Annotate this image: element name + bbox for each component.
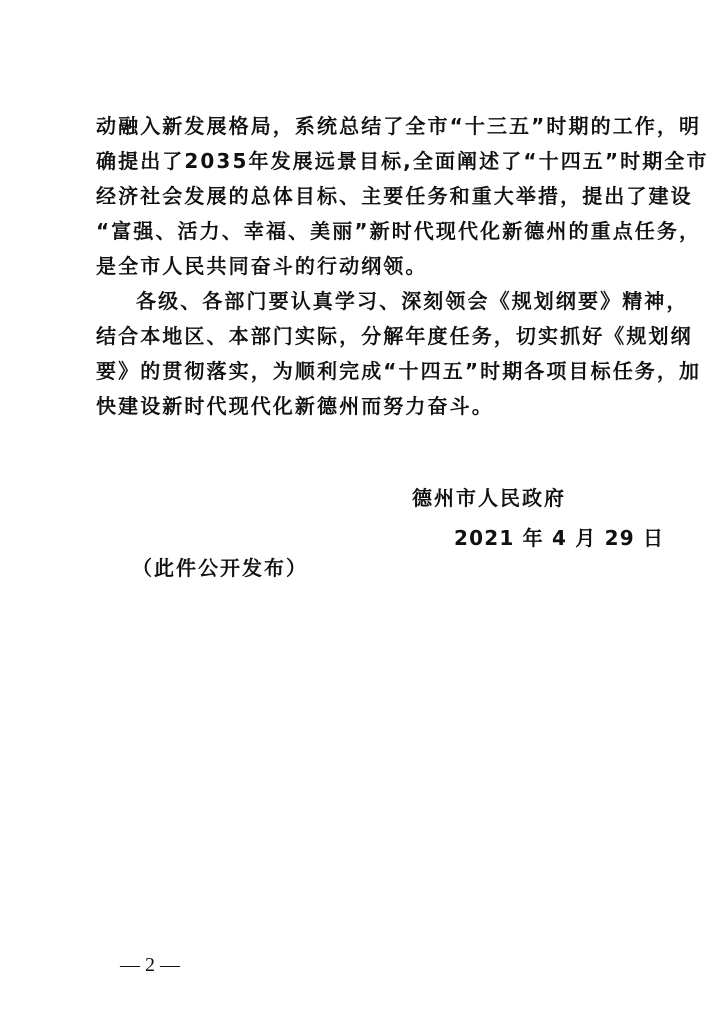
page-number: — 2 — [120, 954, 180, 976]
body-line-9: 快建设新时代现代化新德州而努力奋斗。 [96, 394, 494, 418]
body-line-5: 是全市人民共同奋斗的行动纲领。 [96, 254, 428, 278]
body-line-1: 动融入新发展格局，系统总结了全市“十三五”时期的工作，明 [96, 114, 702, 138]
body-line-3: 经济社会发展的总体目标、主要任务和重大举措，提出了建设 [96, 184, 693, 208]
body-line-7: 结合本地区、本部门实际，分解年度任务，切实抓好《规划纲 [96, 324, 693, 348]
signature-organization: 德州市人民政府 [412, 486, 566, 510]
body-line-4: “富强、活力、幸福、美丽”新时代现代化新德州的重点任务， [96, 219, 702, 243]
publication-note: （此件公开发布） [132, 556, 308, 580]
body-line-8: 要》的贯彻落实，为顺利完成“十四五”时期各项目标任务，加 [96, 359, 702, 383]
body-line-6: 各级、各部门要认真学习、深刻领会《规划纲要》精神， [136, 289, 689, 313]
signature-date: 2021 年 4 月 29 日 [454, 526, 665, 550]
body-line-2: 确提出了2035年发展远景目标,全面阐述了“十四五”时期全市 [96, 149, 709, 173]
